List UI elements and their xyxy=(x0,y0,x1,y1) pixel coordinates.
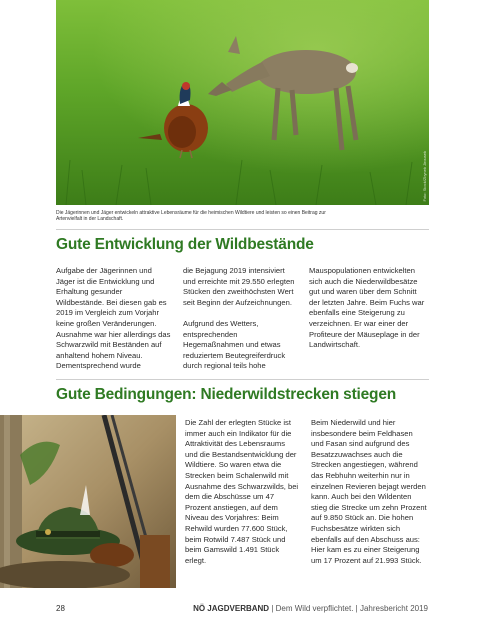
text-column-2 xyxy=(183,266,298,372)
section-heading-wildbestaende: Gute Entwicklung der Wildbestände xyxy=(56,236,314,253)
paragraph: Mauspopulationen entwickelten sich auch die Niederwildbesätze gut und waren über dem Schnitt der letzten Jahre. Beim Fuchs war ebenfalls eine Steigerung zu verzeichnen. Er war einer der Profiteure der Mäuseplage in der Landwirtschaft. xyxy=(309,266,425,350)
meadow-illustration xyxy=(56,0,429,205)
hunting-still-life xyxy=(0,415,176,588)
footer-title xyxy=(193,604,428,613)
paragraph: Aufgabe der Jägerinnen und Jäger ist die Entwicklung und Erhaltung gesunder Wildbestände. Bei diesen gab es 2019 im Vergleich zum Vorjahr keine großen Veränderungen. Ausnahme war hier allerdings das Schwarzwild mit Beständen auf anhaltend hohem Niveau. Dementsprechend wurde xyxy=(56,266,171,371)
section-heading-niederwildstrecken: Gute Bedingungen: Niederwildstrecken stiegen xyxy=(56,386,397,403)
paragraph: Die Zahl der erlegten Stücke ist immer auch ein Indikator für die Attraktivität des Lebensraums und die Bestandsentwicklung der Wildtiere. So waren etwa die Strecken beim Schalenwild mit Ausnahme des Schwarzwilds, bei dem die Abschüsse um 47 Prozent anstiegen, auf dem Niveau des Vorjahres: Beim Rehwild wurden 77.600 Stück, beim Rotwild 7.487 Stück und beim Gamswild 1.491 Stück erlegt. xyxy=(185,418,299,565)
footer-brand: NÖ JAGDVERBAND xyxy=(193,604,270,613)
text-column-3 xyxy=(309,266,427,351)
photo-pheasant-deer xyxy=(56,0,429,205)
footer-tagline: | Dem Wild verpflichtet. | Jahresbericht 2019 xyxy=(271,604,428,613)
photo-credit: Foto: Stock/Zbynek Jirousek xyxy=(422,150,427,201)
paragraph: die Bejagung 2019 intensiviert und erreichte mit 29.550 erlegten Stücken den zweithöchsten Wert seit Beginn der Aufzeichnungen. xyxy=(183,266,295,307)
divider xyxy=(56,379,429,380)
text-column-1 xyxy=(56,266,172,372)
photo-hunting-hat xyxy=(0,415,176,588)
divider xyxy=(56,229,429,230)
paragraph: Aufgrund des Wetters, entsprechenden Hegemaßnahmen und etwas reduziertem Beutegreiferdruck durch regional teils hohe xyxy=(183,318,286,371)
text-column-4 xyxy=(185,418,299,566)
page-number: 28 xyxy=(56,604,65,613)
photo-caption: Die Jägerinnen und Jäger entwickeln attraktive Lebensräume für die heimischen Wildtiere und leisten so einen Beitrag zur Artenvielfalt in der Landschaft. xyxy=(56,210,326,222)
paragraph: Beim Niederwild und hier insbesondere beim Feldhasen und Fasan sind aufgrund des Besatzzuwachses auch die Strecken angestiegen, während das Rebhuhn weiterhin nur in einzelnen Revieren bejagt werden kann. Auch bei den Wildenten stieg die Strecke um zehn Prozent auf 9.850 Stück an. Die hohen Fuchsbesätze wirkten sich ebenfalls auf den Abschuss aus: Hier kam es zu einer Steigerung um 17 Prozent auf 21.993 Stück. xyxy=(311,418,427,565)
text-column-5 xyxy=(311,418,427,566)
